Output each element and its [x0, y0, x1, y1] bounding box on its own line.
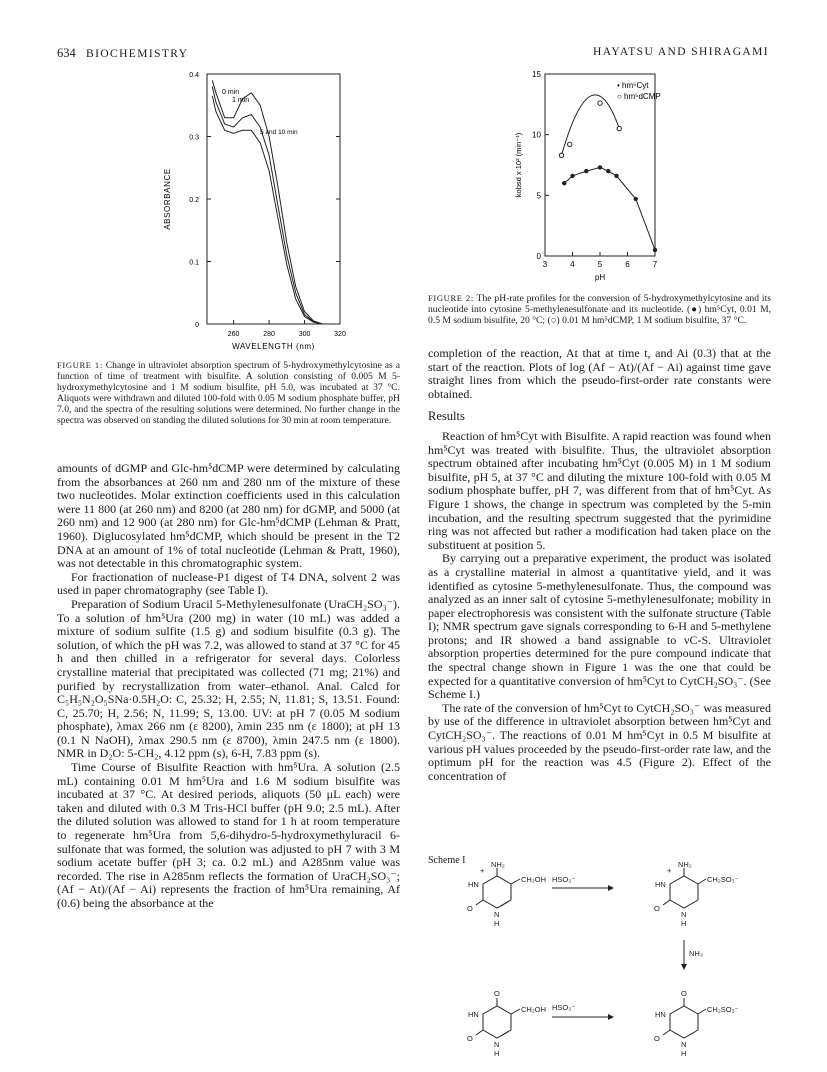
figure-1-x-tick-label: 320	[334, 331, 346, 338]
figure-1-frame	[207, 74, 340, 324]
structure-hm5cyt	[467, 862, 546, 928]
atom-o-top-product: O	[681, 989, 687, 998]
atom-nh2: NH₂	[491, 862, 505, 869]
paragraph-preparation: Preparation of Sodium Uracil 5-Methylenesulfonate (UraCH₂SO₃⁻). To a solution of hm⁵Ura (200 mg) in water (10 mL) was added a mixture of sodium sulfite (1.5 g) and sodium bisulfite (0.3 g). The solution, of which the pH was 7.2, was allowed to stand at 37 °C for 45 h and then chilled in a refrigerator for several days. Colorless crystalline material that precipitated was collected (71 mg; 21%) and purified by recrystallization from water–ethanol. Anal. Calcd for C₅H₅N₂O₅SNa·0.5H₂O: C, 25.32; H, 2.55; N, 11.81; S, 13.51. Found: C, 25.70; H, 2.56; N, 11.99; S, 13.00. UV: at pH 7 (0.05 M sodium phosphate), λmax 266 nm (ε 8200), λmin 235 nm (ε 1800); at pH 13 (0.1 N NaOH), λmax 290.5 nm (ε 8700), λmin 247.5 nm (ε 1800). NMR in D₂O: 5-CH₂, 4.12 ppm (s), 6-H, 7.83 ppm (s).	[57, 596, 400, 761]
figure-2-point-hm5dcmp	[568, 142, 572, 146]
arrow-head-1	[608, 885, 614, 891]
figure-2-y-tick-label: 10	[532, 130, 541, 140]
atom-o-top: O	[494, 989, 500, 998]
journal-name: BIOCHEMISTRY	[86, 48, 189, 60]
atom-hn-ura: HN	[468, 1010, 479, 1019]
figure-2-point-hm5cyt	[653, 248, 657, 252]
figure-2-point-hm5cyt	[570, 174, 574, 178]
figure-2-legend-hm5cyt: • hm⁵Cyt	[617, 81, 649, 90]
figure-1-chart	[160, 62, 390, 362]
figure-1-y-tick-label: 0.1	[189, 259, 199, 267]
atom-h: H	[494, 919, 500, 928]
paragraph-fractionation: For fractionation of nuclease-P1 digest of T4 DNA, solvent 2 was used in paper chromatography (see Table I).	[57, 569, 400, 598]
figure-2-point-hm5dcmp	[598, 101, 602, 105]
figure-2-x-axis-title: pH	[594, 273, 606, 282]
structure-cytch2so3	[654, 862, 739, 928]
reagent-bisulfite-1: HSO₃⁻	[552, 875, 576, 884]
atom-n-ura-product: N	[681, 1040, 687, 1049]
figure-1-x-tick-label: 260	[227, 331, 240, 338]
figure-2-y-tick-label: 15	[532, 70, 541, 79]
paragraph-reaction: Reaction of hm⁵Cyt with Bisulfite. A rapid reaction was found when hm⁵Cyt was treated with bisulfite. Thus, the ultraviolet absorption spectrum obtained after incubating hm⁵Cyt (0.005 M) in 1 M sodium bisulfite, pH 5, at 37 °C and diluting the mixture 100-fold with 0.05 M sodium phosphate buffer, pH 7, was different from that of hm⁵Cyt. As Figure 1 shows, the change in spectrum was completed by the 5-min incubation, and the resulting spectrum suggested that the pyrimidine ring was not affected but rather a modification had taken place on the substituent at position 5.	[428, 428, 771, 552]
left-column-body	[57, 462, 400, 911]
substituent-bottom-right: CH₂SO₃⁻	[707, 1005, 739, 1014]
figure-2-y-tick-label: 0	[536, 252, 541, 261]
figure-2-point-hm5dcmp	[617, 126, 621, 130]
atom-o-ura: O	[467, 1034, 473, 1043]
figure-2-plot-area	[514, 70, 661, 282]
figure-2-point-hm5cyt	[606, 169, 610, 173]
paragraph-time-course: Time Course of Bisulfite Reaction with hm⁵Ura. A solution (2.5 mL) containing 0.01 M hm⁵Ura and 1.6 M sodium bisulfite was incubated at 37 °C. At desired periods, aliquots (50 μL each) were taken and diluted with 0.3 M Tris-HCl buffer (pH 9.0; 2.5 mL). After the diluted solution was allowed to stand for 1 h at room temperature to regenerate hm⁵Ura from 5,6-dihydro-5-hydroxymethyluracil 6-sulfonate that was formed, the solution was adjusted to pH 7 with 3 M sodium acetate buffer (pH 3; ca. 0.2 mL) and A285nm value was recorded. The rise in A285nm reflects the formation of UraCH₂SO₃⁻; (Af − At)/(Af − Ai) represents the fraction of hm⁵Ura remaining, Af (0.6) being the absorbance at the	[57, 760, 400, 910]
figure-2-point-hm5cyt	[598, 165, 602, 169]
figure-2-y-tick-label: 5	[536, 191, 541, 201]
figure-1-y-axis-title: ABSORBANCE	[163, 168, 172, 230]
atom-h-ura: H	[494, 1049, 500, 1058]
figure-1-plot-area	[163, 72, 346, 351]
figure-2-x-tick-label: 5	[597, 260, 603, 269]
atom-o: O	[467, 904, 473, 913]
page-number: 634	[57, 46, 76, 60]
paragraph-isolation: By carrying out a preparative experiment, the product was isolated as a crystalline material in almost a quantitative yield, and it was identified as cytosine 5-methylenesulfonate. Thus, the compound was analyzed as an inner salt of cytosine 5-methylenesulfonate; mobility in paper electrophoresis was consistent with the sulfonate structure (Table I); NMR spectrum gave signals corresponding to 6-H and 5-methylene protons; and IR showed a band assignable to νC-S. Ultraviolet absorption properties determined for the pure compound indicate that the spectral change shown in Figure 1 was the one that could be expected for a quantitative conversion of hm⁵Cyt to CytCH₂SO₃⁻. (See Scheme I.)	[428, 551, 771, 702]
figure-2-y-axis-title: kobsd x 10² (min⁻¹)	[514, 132, 523, 198]
reagent-bisulfite-2: HSO₃⁻	[552, 1003, 576, 1012]
figure-2-legend-hm5dcmp: ○ hm⁵dCMP	[617, 92, 661, 101]
figure-2-point-hm5cyt	[584, 169, 588, 173]
figure-2-point-hm5dcmp	[559, 153, 563, 157]
arrow-head-down	[681, 964, 687, 970]
figure-2-caption	[428, 293, 771, 326]
figure-1-caption-label: FIGURE 1:	[57, 360, 103, 370]
figure-1-curve-label-5-10min: 5 and 10 min	[260, 129, 298, 136]
substituent-bottom-left: CH₂OH	[521, 1005, 546, 1014]
substituent-top-right: CH₂SO₃⁻	[707, 875, 739, 884]
figure-1-caption-text: Change in ultraviolet absorption spectrum of 5-hydroxymethylcytosine as a function of time of treatment with bisulfite. A solution consisting of 0.005 M 5-hydroxymethylcytosine and 1 M sodium bisulfite, pH 5.0, was incubated at 37 °C. Aliquots were withdrawn and diluted 100-fold with 0.05 M sodium phosphate buffer, pH 7.0, and the spectra of the resulting solutions were determined. No further change in the spectra was observed on standing the diluted solutions for 30 min at room temperature.	[57, 360, 400, 426]
figure-2-point-hm5cyt	[634, 197, 638, 201]
substituent-top-left: CH₂OH	[521, 875, 546, 884]
atom-hn-ura-product: HN	[655, 1010, 666, 1019]
figure-1-y-tick-label: 0	[195, 322, 199, 329]
structure-hm5ura	[467, 989, 546, 1058]
paragraph-rate: The rate of the conversion of hm⁵Cyt to CytCH₂SO₃⁻ was measured by use of the difference in ultraviolet absorption between hm⁵Cyt and CytCH₂SO₃⁻. The reactions of 0.01 M hm⁵Cyt in 0.5 M bisulfite at various pH values proceeded by the pseudo-first-order rate law, and the optimum pH for the reaction was 4.5 (Figure 2). Effect of the concentration of	[428, 700, 771, 783]
atom-plus-product: +	[667, 866, 672, 875]
figure-1-y-tick-label: 0.4	[189, 72, 199, 79]
paragraph-extinction: amounts of dGMP and Glc-hm⁵dCMP were determined by calculating from the absorbances at 260 nm and 280 nm of the mixture of these two nucleotides. Molar extinction coefficients used in this calculation were 11 800 (at 260 nm) and 8200 (at 280 nm) for dGMP, and 5000 (at 260 nm) and 12 900 (at 280 nm) for Glc-hm⁵dCMP (Lehman & Pratt, 1960). Diglucosylated hm⁵dCMP, which should be present in the T2 DNA at an amount of 1% of total nucleotide (Lehman & Pratt, 1960), was not detectable in this chromatographic system.	[57, 461, 400, 571]
scheme-1-diagram	[440, 862, 770, 1067]
atom-n-ura: N	[494, 1040, 500, 1049]
figure-1-curve-label-0min: 0 min	[222, 89, 240, 96]
figure-2-x-tick-label: 3	[542, 260, 548, 269]
figure-1-x-tick-label: 300	[298, 331, 311, 338]
figure-2-caption-text: The pH-rate profiles for the conversion of 5-hydroxymethylcytosine and its nucleotide into cytosine 5-methylenesulfonate and its nucleotide. (●) hm⁵Cyt, 0.01 M, 0.5 M sodium bisulfite, 20 °C; (○) 0.01 M hm⁵dCMP, 1 M sodium bisulfite, 37 °C.	[428, 293, 771, 326]
figure-2-x-tick-label: 7	[652, 260, 658, 269]
atom-o-ura-product: O	[654, 1034, 660, 1043]
atom-n-product: N	[681, 910, 687, 919]
atom-nh2-product: NH₂	[678, 862, 692, 869]
figure-1-y-tick-label: 0.2	[189, 197, 199, 204]
section-heading-results: Results	[428, 409, 465, 424]
structure-urach2so3	[654, 989, 739, 1058]
figure-1-curve-label-1min: 1 min	[232, 97, 250, 104]
atom-o-product: O	[654, 904, 660, 913]
right-column-body	[428, 347, 771, 783]
figure-1-curve-0	[212, 80, 322, 324]
atom-hn-product: HN	[655, 880, 666, 889]
atom-n: N	[494, 910, 500, 919]
figure-2-point-hm5cyt	[614, 174, 618, 178]
paragraph-completion: completion of the reaction, At that at time t, and Ai (0.3) that at the start of the reaction. Plots of log (Af − At)/(Af − Ai) against time gave straight lines from which the pseudo-first-order rate constants were obtained.	[428, 346, 771, 401]
figure-2-x-tick-label: 4	[570, 260, 575, 269]
figure-2-caption-label: FIGURE 2:	[428, 293, 474, 303]
figure-1-caption	[57, 360, 400, 426]
figure-2-curve-hm5cyt	[564, 167, 655, 250]
figure-2-point-hm5cyt	[562, 181, 566, 185]
running-head-authors: HAYATSU AND SHIRAGAMI	[593, 46, 769, 58]
figure-1-x-axis-title: WAVELENGTH (nm)	[232, 342, 315, 351]
atom-h-product: H	[681, 919, 687, 928]
scheme-label: Scheme I	[428, 855, 466, 866]
running-head-left	[57, 46, 188, 61]
arrow-head-2	[608, 1014, 614, 1020]
figure-1-y-tick-label: 0.3	[189, 134, 199, 142]
atom-plus: +	[480, 866, 485, 875]
reagent-nh3: NH₃	[689, 949, 703, 958]
atom-h-ura-product: H	[681, 1049, 687, 1058]
figure-2-x-tick-label: 6	[625, 260, 630, 269]
figure-2-chart	[505, 66, 685, 286]
atom-hn: HN	[468, 880, 479, 889]
figure-1-x-tick-label: 280	[263, 331, 275, 338]
figure-1-curve-1	[212, 87, 322, 325]
